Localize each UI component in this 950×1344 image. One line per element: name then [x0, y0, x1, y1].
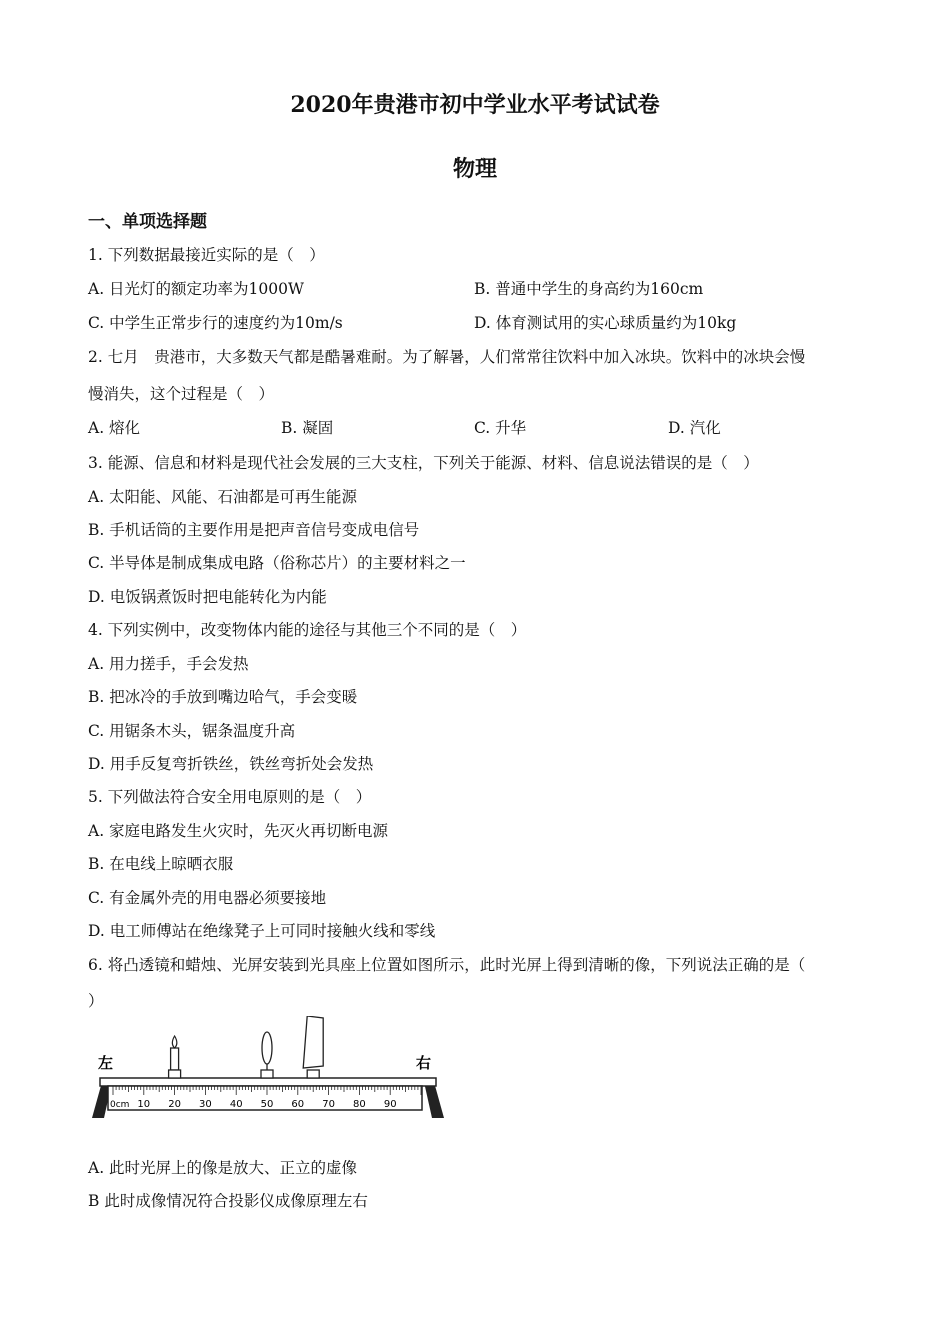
subject-title: 物理	[452, 156, 497, 182]
q4-option-a: A. 用力搓手，手会发热	[88, 655, 249, 673]
tick-label: 50	[260, 1099, 274, 1110]
section-heading: 一、单项选择题	[88, 212, 207, 232]
q1-option-c: C. 中学生正常步行的速度约为10m/s	[88, 314, 343, 332]
q3-option-c: C. 半导体是制成集成电路（俗称芯片）的主要材料之一	[88, 554, 466, 572]
q5-option-c: C. 有金属外壳的用电器必须要接地	[88, 889, 327, 907]
tick-label: 60	[291, 1099, 305, 1110]
right-label: 右	[416, 1054, 432, 1072]
tick-label: 40	[229, 1099, 243, 1110]
q1-option-a: A. 日光灯的额定功率为1000W	[88, 280, 304, 298]
q3-option-b: B. 手机话筒的主要作用是把声音信号变成电信号	[88, 521, 420, 539]
q2-option-c: C. 升华	[474, 419, 527, 437]
q6-stem-line1: 6. 将凸透镜和蜡烛、光屏安装到光具座上位置如图所示，此时光屏上得到清晰的像，下列说法正确的是（	[88, 956, 806, 974]
tick-label: 30	[199, 1099, 212, 1110]
q5-stem: 5. 下列做法符合安全用电原则的是（ ）	[88, 788, 372, 806]
tick-label: 90	[383, 1099, 397, 1110]
q4-option-d: D. 用手反复弯折铁丝，铁丝弯折处会发热	[88, 755, 374, 773]
tick-labels	[137, 1099, 396, 1110]
q1-stem: 1. 下列数据最接近实际的是（ ）	[88, 246, 325, 264]
q5-option-b: B. 在电线上晾晒衣服	[88, 855, 234, 873]
q4-option-b: B. 把冰冷的手放到嘴边哈气，手会变暖	[88, 688, 358, 706]
optical-bench-figure	[86, 1016, 446, 1122]
convex-lens	[261, 1032, 273, 1078]
q5-option-a: A. 家庭电路发生火灾时，先灭火再切断电源	[88, 822, 389, 840]
q1-option-d: D. 体育测试用的实心球质量约为10kg	[474, 314, 737, 332]
candle	[169, 1036, 181, 1078]
tick-label: 70	[322, 1099, 335, 1110]
q2-stem-line1: 2. 七月 贵港市，大多数天气都是酷暑难耐。为了解暑，人们常常往饮料中加入冰块。饮料中的冰块会慢	[88, 348, 806, 366]
q2-option-a: A. 熔化	[88, 419, 141, 437]
q3-option-d: D. 电饭锅煮饭时把电能转化为内能	[88, 588, 327, 606]
bench-rail-top	[100, 1078, 436, 1086]
q1-option-b: B. 普通中学生的身高约为160cm	[474, 280, 704, 298]
tick-label: 10	[137, 1099, 151, 1110]
q6-stem-line2: ）	[88, 992, 104, 1010]
q6-option-a: A. 此时光屏上的像是放大、正立的虚像	[88, 1159, 358, 1177]
q2-option-d: D. 汽化	[668, 419, 721, 437]
q4-option-c: C. 用锯条木头，锯条温度升高	[88, 722, 296, 740]
right-stand	[424, 1082, 444, 1118]
tick-label: 20	[168, 1099, 181, 1110]
left-label: 左	[98, 1054, 114, 1072]
unit-label: 0cm	[110, 1100, 130, 1110]
tick-label: 80	[353, 1099, 366, 1110]
q4-stem: 4. 下列实例中，改变物体内能的途径与其他三个不同的是（ ）	[88, 621, 527, 639]
q2-option-b: B. 凝固	[281, 419, 334, 437]
q6-option-b: B 此时成像情况符合投影仪成像原理左右	[88, 1192, 368, 1210]
exam-title: 2020年贵港市初中学业水平考试试卷	[290, 92, 660, 118]
q3-option-a: A. 太阳能、风能、石油都是可再生能源	[88, 488, 358, 506]
q5-option-d: D. 电工师傅站在绝缘凳子上可同时接触火线和零线	[88, 922, 436, 940]
q3-stem: 3. 能源、信息和材料是现代社会发展的三大支柱，下列关于能源、材料、信息说法错误的是（ ）	[88, 454, 759, 472]
light-screen	[303, 1016, 323, 1078]
q2-stem-line2: 慢消失，这个过程是（ ）	[88, 385, 275, 403]
